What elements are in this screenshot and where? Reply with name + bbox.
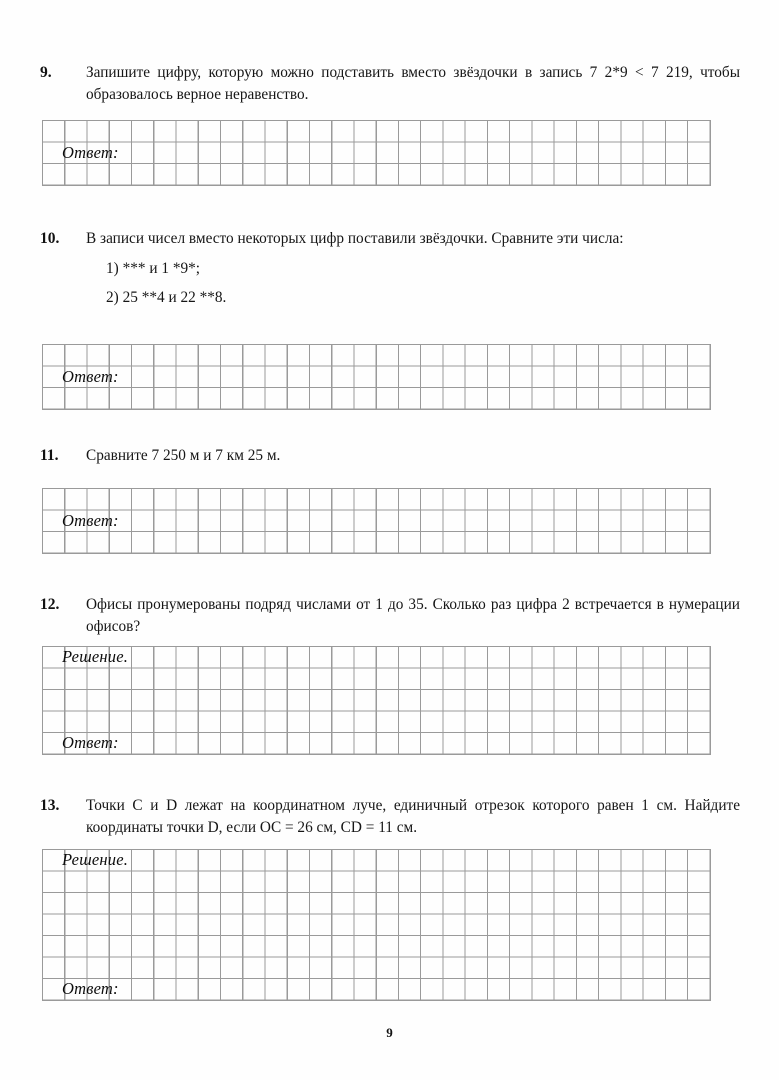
- task-11-body: [86, 445, 740, 467]
- task-9-text: Запишите цифру, которую можно подставить вместо звёздочки в запись 7 2*9 < 7 219, чтобы образовалось верное неравенство.: [86, 64, 740, 103]
- task-10-subitem-2: 2) 25 **4 и 22 **8.: [106, 289, 227, 306]
- task-10-answer-grid[interactable]: [42, 344, 711, 410]
- task-9-head: [40, 62, 740, 105]
- task-12-head: [40, 594, 740, 637]
- page-number: 9: [386, 1025, 393, 1040]
- task-10-body: [86, 228, 740, 309]
- task-9-number: 9.: [40, 64, 52, 81]
- task-10-subitem-1: 1) *** и 1 *9*;: [106, 259, 201, 277]
- task-13-body: [86, 795, 740, 838]
- task-13-solution-label: Решение.: [62, 850, 129, 869]
- task-9-answer-label: Ответ:: [62, 142, 119, 162]
- task-12-answer-label: Ответ:: [62, 733, 119, 752]
- task-12-body: [86, 594, 740, 637]
- task-10-number: 10.: [40, 230, 60, 247]
- task-13-number: 13.: [40, 797, 60, 814]
- task-9-body: [86, 62, 740, 105]
- task-9: [40, 62, 740, 105]
- task-12-answer-grid[interactable]: [42, 646, 711, 755]
- task-10-head: [40, 228, 740, 309]
- task-10-subitems: [86, 258, 740, 309]
- task-11-head: [40, 445, 740, 467]
- task-12-solution-label: Решение.: [62, 647, 129, 666]
- task-13-answer-label: Ответ:: [62, 979, 119, 998]
- task-11-number: 11.: [40, 447, 59, 464]
- task-12-number: 12.: [40, 596, 60, 613]
- task-10-answer-label: Ответ:: [62, 366, 119, 386]
- task-10-text: В записи чисел вместо некоторых цифр поставили звёздочки. Сравните эти числа:: [86, 230, 624, 247]
- task-9-answer-grid[interactable]: [42, 120, 711, 186]
- task-10: [40, 228, 740, 309]
- task-13-text: Точки C и D лежат на координатном луче, единичный отрезок которого равен 1 см. Найдите координаты точки D, если OC = 26 см, CD = 11 см.: [86, 797, 740, 836]
- task-13: [40, 795, 740, 838]
- task-11-answer-grid[interactable]: [42, 488, 711, 554]
- task-11-text: Сравните 7 250 м и 7 км 25 м.: [86, 447, 281, 464]
- task-11: [40, 445, 740, 467]
- task-13-answer-grid[interactable]: [42, 849, 711, 1001]
- task-11-answer-label: Ответ:: [62, 510, 119, 530]
- task-13-head: [40, 795, 740, 838]
- task-12-text: Офисы пронумерованы подряд числами от 1 до 35. Сколько раз цифра 2 встречается в нумерации офисов?: [86, 596, 740, 635]
- task-12: [40, 594, 740, 637]
